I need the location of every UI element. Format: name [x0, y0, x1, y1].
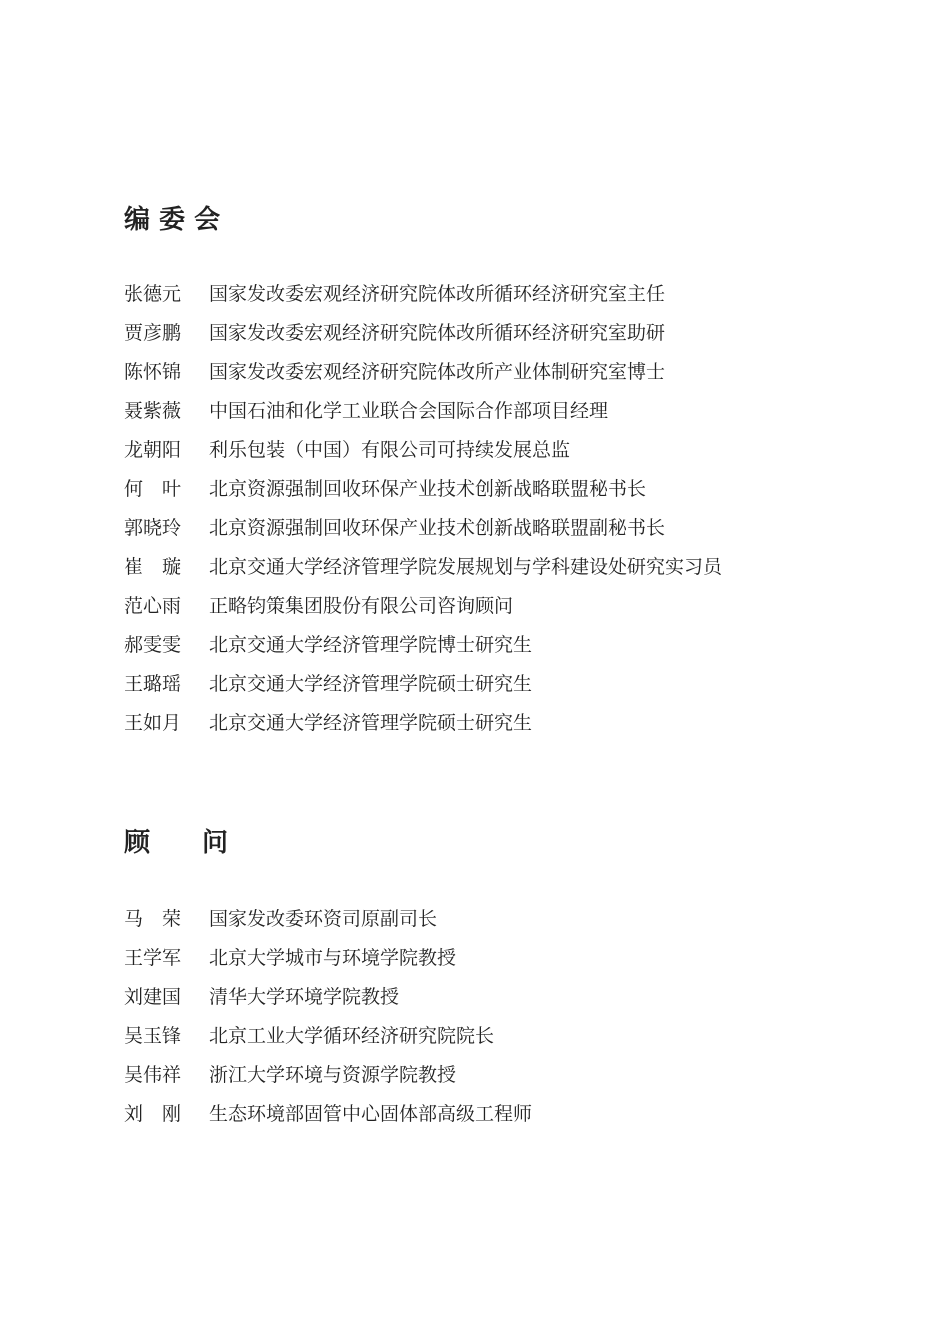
advisor-member-row: [124, 978, 884, 1017]
member-name: 郝雯雯: [124, 634, 182, 656]
member-role: 北京交通大学经济管理学院硕士研究生: [209, 712, 533, 734]
member-name: 王学军: [124, 947, 182, 969]
committee-member-list: [124, 275, 884, 743]
member-role: 北京交通大学经济管理学院发展规划与学科建设处研究实习员: [209, 556, 723, 578]
advisor-member-list: [124, 900, 884, 1134]
member-name: 马 荣: [124, 908, 182, 930]
member-role: 利乐包装（中国）有限公司可持续发展总监: [209, 439, 571, 461]
member-name: 龙朝阳: [124, 439, 182, 461]
committee-member-row: [124, 470, 884, 509]
committee-member-row: [124, 275, 884, 314]
member-name: 聂紫薇: [124, 400, 182, 422]
committee-member-row: [124, 665, 884, 704]
committee-member-row: [124, 431, 884, 470]
member-role: 北京交通大学经济管理学院硕士研究生: [209, 673, 533, 695]
committee-member-row: [124, 587, 884, 626]
member-role: 北京工业大学循环经济研究院院长: [209, 1025, 495, 1047]
committee-member-row: [124, 314, 884, 353]
member-name: 何 叶: [124, 478, 182, 500]
committee-member-row: [124, 509, 884, 548]
member-name: 范心雨: [124, 595, 182, 617]
member-name: 贾彦鹏: [124, 322, 182, 344]
member-name: 陈怀锦: [124, 361, 182, 383]
member-role: 国家发改委环资司原副司长: [209, 908, 438, 930]
advisors-section: [124, 823, 884, 1134]
committee-title: 编 委 会: [124, 205, 221, 235]
member-role: 北京大学城市与环境学院教授: [209, 947, 457, 969]
member-name: 吴伟祥: [124, 1064, 182, 1086]
committee-member-row: [124, 392, 884, 431]
member-role: 浙江大学环境与资源学院教授: [209, 1064, 457, 1086]
member-role: 中国石油和化学工业联合会国际合作部项目经理: [209, 400, 609, 422]
committee-member-row: [124, 704, 884, 743]
member-role: 北京交通大学经济管理学院博士研究生: [209, 634, 533, 656]
member-role: 正略钧策集团股份有限公司咨询顾问: [209, 595, 514, 617]
advisor-member-row: [124, 900, 884, 939]
member-role: 北京资源强制回收环保产业技术创新战略联盟秘书长: [209, 478, 647, 500]
member-role: 国家发改委宏观经济研究院体改所循环经济研究室主任: [209, 283, 666, 305]
member-name: 崔 璇: [124, 556, 182, 578]
advisor-member-row: [124, 1095, 884, 1134]
member-role: 生态环境部固管中心固体部高级工程师: [209, 1103, 533, 1125]
member-name: 张德元: [124, 283, 182, 305]
member-name: 吴玉锋: [124, 1025, 182, 1047]
advisor-member-row: [124, 1056, 884, 1095]
member-name: 郭晓玲: [124, 517, 182, 539]
member-name: 刘建国: [124, 986, 182, 1008]
editorial-committee-section: [124, 200, 884, 743]
committee-member-row: [124, 353, 884, 392]
member-name: 王璐瑶: [124, 673, 182, 695]
member-role: 清华大学环境学院教授: [209, 986, 400, 1008]
member-role: 北京资源强制回收环保产业技术创新战略联盟副秘书长: [209, 517, 666, 539]
committee-member-row: [124, 548, 884, 587]
advisor-member-row: [124, 939, 884, 978]
member-role: 国家发改委宏观经济研究院体改所产业体制研究室博士: [209, 361, 666, 383]
advisor-member-row: [124, 1017, 884, 1056]
committee-member-row: [124, 626, 884, 665]
advisors-title: 顾 问: [124, 828, 229, 858]
member-role: 国家发改委宏观经济研究院体改所循环经济研究室助研: [209, 322, 666, 344]
member-name: 王如月: [124, 712, 182, 734]
member-name: 刘 刚: [124, 1103, 182, 1125]
